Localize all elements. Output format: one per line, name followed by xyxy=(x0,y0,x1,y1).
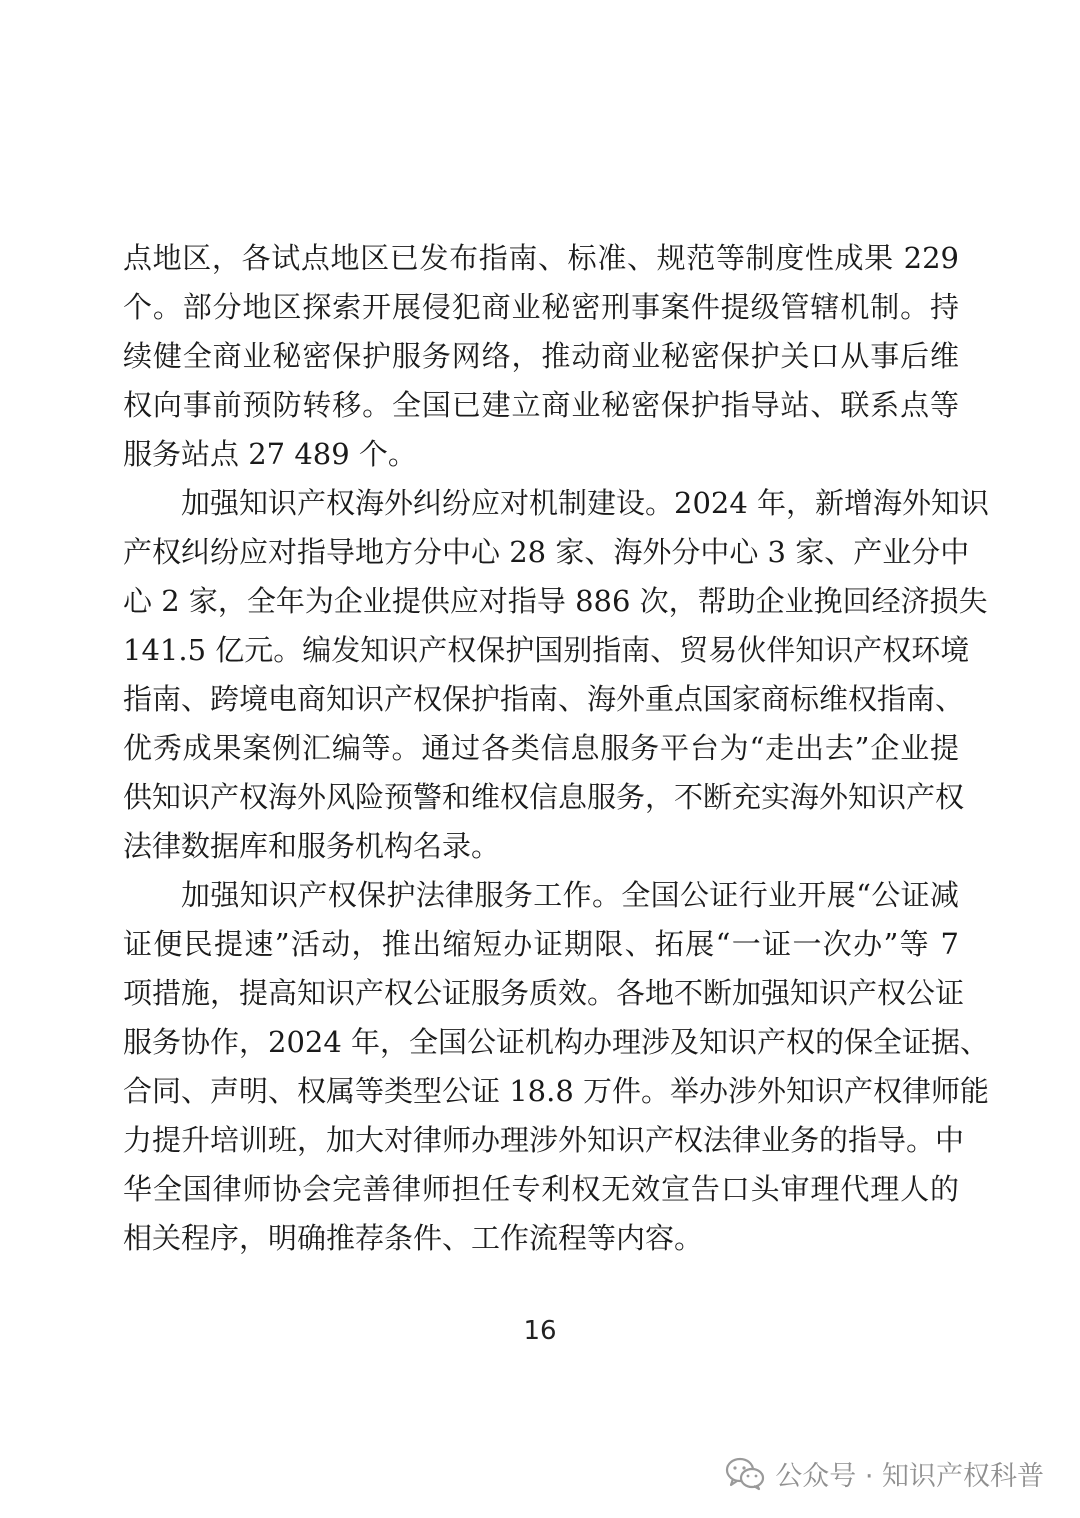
text-line: 点地区，各试点地区已发布指南、标准、规范等制度性成果 229 xyxy=(123,241,959,275)
text-line: 产权纠纷应对指导地方分中心 28 家、海外分中心 3 家、产业分中 xyxy=(123,535,970,569)
text-line: 个。部分地区探索开展侵犯商业秘密刑事案件提级管辖机制。持 xyxy=(123,290,959,324)
text-line: 权向事前预防转移。全国已建立商业秘密保护指导站、联系点等 xyxy=(123,388,959,422)
paragraph-1 xyxy=(123,234,959,479)
watermark-text: 公众号 · 知识产权科普 xyxy=(775,1461,1044,1492)
text-line: 相关程序，明确推荐条件、工作流程等内容。 xyxy=(123,1221,704,1255)
text-line: 指南、跨境电商知识产权保护指南、海外重点国家商标维权指南、 xyxy=(123,682,965,716)
paragraph-2 xyxy=(123,479,990,871)
text-line: 力提升培训班，加大对律师办理涉外知识产权法律业务的指导。中 xyxy=(123,1123,965,1157)
paragraph-3 xyxy=(123,871,990,1263)
text-line: 合同、声明、权属等类型公证 18.8 万件。举办涉外知识产权律师能 xyxy=(123,1074,990,1108)
watermark xyxy=(725,1454,1044,1493)
text-line: 项措施，提高知识产权公证服务质效。各地不断加强知识产权公证 xyxy=(123,976,965,1010)
text-line: 供知识产权海外风险预警和维权信息服务，不断充实海外知识产权 xyxy=(123,780,965,814)
text-line: 优秀成果案例汇编等。通过各类信息服务平台为“走出去”企业提 xyxy=(123,731,959,765)
page-number: 16 xyxy=(523,1316,557,1346)
wechat-icon xyxy=(725,1457,765,1491)
text-line: 华全国律师协会完善律师担任专利权无效宣告口头审理代理人的 xyxy=(123,1172,959,1206)
text-line: 证便民提速”活动，推出缩短办证期限、拓展“一证一次办”等 7 xyxy=(123,927,959,961)
text-line: 加强知识产权保护法律服务工作。全国公证行业开展“公证减 xyxy=(181,878,959,912)
text-line: 法律数据库和服务机构名录。 xyxy=(123,829,501,863)
text-line: 服务协作，2024 年，全国公证机构办理涉及知识产权的保全证据、 xyxy=(123,1025,990,1059)
text-line: 服务站点 27 489 个。 xyxy=(123,437,417,471)
text-line: 141.5 亿元。编发知识产权保护国别指南、贸易伙伴知识产权环境 xyxy=(123,633,970,667)
body-text xyxy=(123,234,990,1263)
text-line: 续健全商业秘密保护服务网络，推动商业秘密保护关口从事后维 xyxy=(123,339,959,373)
text-line: 心 2 家，全年为企业提供应对指导 886 次，帮助企业挽回经济损失 xyxy=(123,584,988,618)
text-line: 加强知识产权海外纠纷应对机制建设。2024 年，新增海外知识 xyxy=(181,486,990,520)
